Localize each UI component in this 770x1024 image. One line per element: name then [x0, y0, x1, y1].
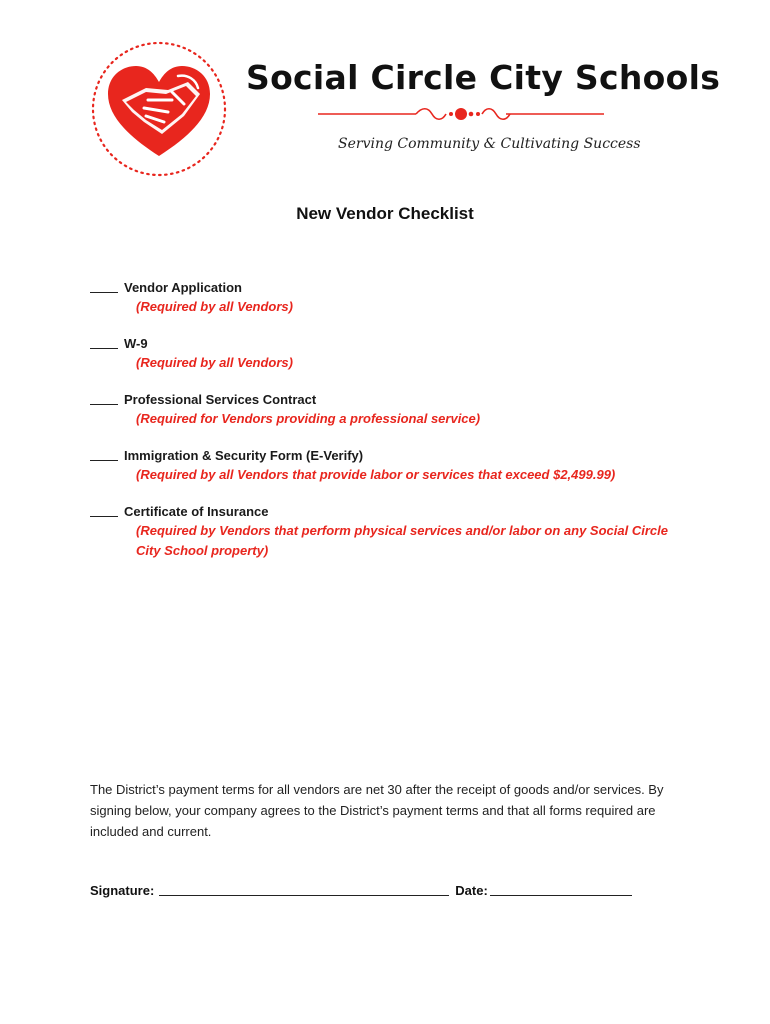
checklist-item-note: (Required by all Vendors) [136, 299, 293, 314]
checklist-item-label: W-9 [124, 336, 148, 351]
checklist-item [90, 502, 690, 561]
check-blank[interactable] [90, 335, 118, 349]
check-blank[interactable] [90, 391, 118, 405]
checklist-item-label: Immigration & Security Form (E-Verify) [124, 448, 364, 463]
check-blank[interactable] [90, 279, 118, 293]
checklist-item-label: Vendor Application [124, 280, 242, 295]
signature-row [90, 882, 632, 898]
school-name: Social Circle City Schools [246, 58, 721, 97]
date-label: Date: [455, 883, 488, 898]
heart-handshake-icon [88, 38, 230, 180]
tagline: Serving Community & Cultivating Success [338, 136, 641, 152]
checklist-item [90, 278, 690, 317]
signature-field[interactable] [159, 882, 449, 896]
ornamental-divider [316, 104, 606, 124]
checklist-item [90, 390, 690, 429]
vendor-checklist [90, 278, 690, 578]
checklist-item-label: Professional Services Contract [124, 392, 317, 407]
check-blank[interactable] [90, 503, 118, 517]
checklist-item-note: (Required by all Vendors) [136, 355, 293, 370]
payment-terms: The District’s payment terms for all vendors are net 30 after the receipt of goods and/or services. By signing below, your company agrees to the District’s payment terms and that all forms required are included and current. [90, 782, 664, 839]
checklist-item [90, 334, 690, 373]
date-field[interactable] [490, 882, 632, 896]
checklist-item-label: Certificate of Insurance [124, 504, 269, 519]
signature-label: Signature: [90, 883, 155, 898]
page-title: New Vendor Checklist [296, 204, 474, 223]
checklist-item-note: (Required by Vendors that perform physical services and/or labor on any Social Circle City School property) [136, 523, 668, 558]
checklist-item-note: (Required for Vendors providing a professional service) [136, 411, 481, 426]
checklist-item-note: (Required by all Vendors that provide labor or services that exceed $2,499.99) [136, 467, 616, 482]
checklist-item [90, 446, 690, 485]
check-blank[interactable] [90, 447, 118, 461]
